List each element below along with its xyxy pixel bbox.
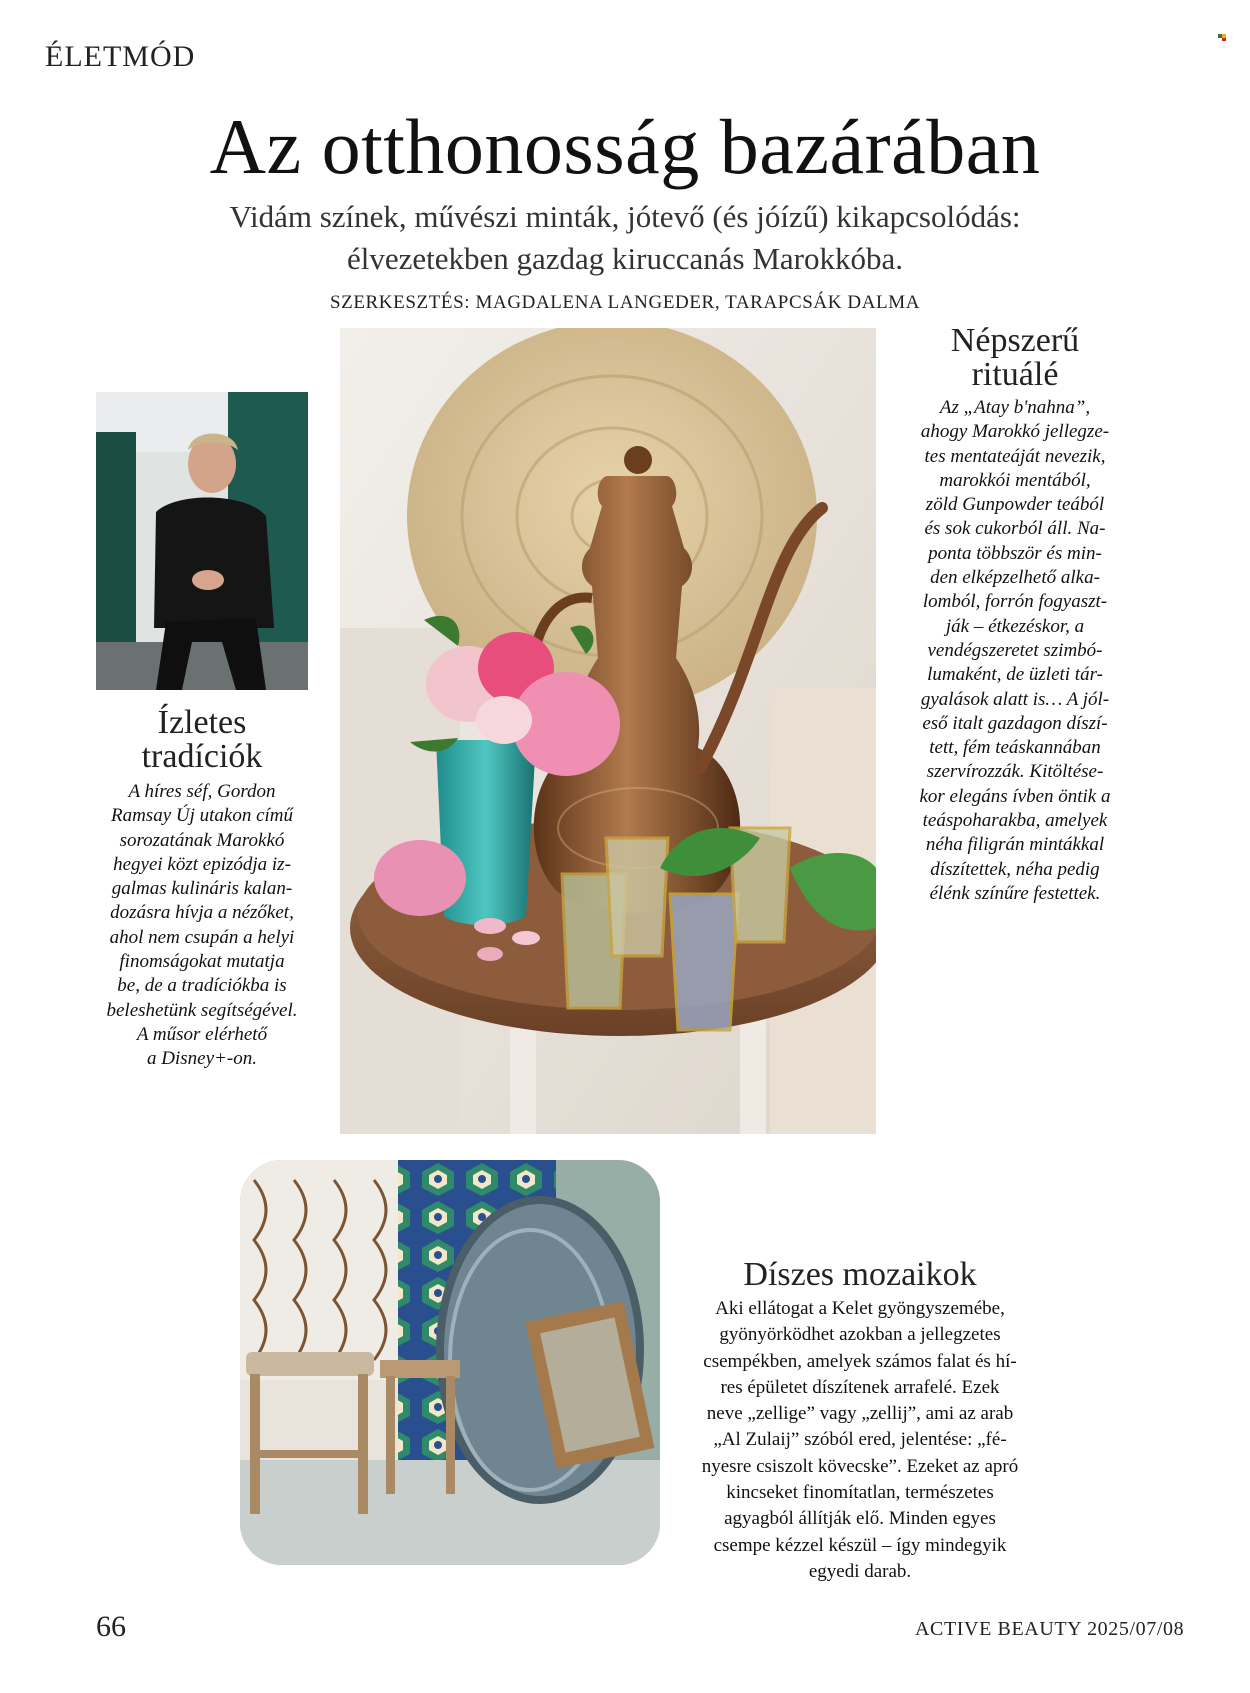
text-line: agyagból állítják elő. Minden egyes [724, 1508, 996, 1530]
text-line: Az „Atay b'nahna”, [939, 397, 1091, 418]
text-line: kor elegáns ívben öntik a [919, 785, 1111, 807]
text-line: élénk színűre festettek. [929, 882, 1101, 904]
text-line: gyalások alatt is… A jól- [920, 688, 1110, 710]
text-line: a Disney+-on. [147, 1048, 257, 1070]
body-text-left [90, 780, 314, 1072]
heading-popular-ritual [890, 324, 1140, 392]
text-line: ják – étkezéskor, a [945, 615, 1085, 637]
heading-tasty-traditions [96, 706, 308, 774]
body-text-right [878, 396, 1152, 906]
chef-portrait-photo [96, 392, 308, 690]
tea-still-life-photo [340, 328, 876, 1134]
text-line: galmas kulináris kalan- [111, 878, 293, 900]
text-line: lumaként, de üzleti tár- [927, 664, 1103, 686]
text-line: beleshetünk segítségével. [106, 999, 298, 1021]
chef-in-car-illustration [96, 392, 308, 690]
text-line: zöld Gunpowder teából [925, 494, 1105, 516]
text-line: egyedi darab. [808, 1560, 912, 1582]
text-line: néha filigrán mintákkal [925, 834, 1105, 856]
text-line: eső italt gazdagon díszí- [922, 712, 1108, 734]
text-line: tett, fém teáskannában [929, 737, 1101, 759]
heading-ornate-mosaics: Díszes mozaikok [743, 1256, 977, 1293]
text-line: lomból, forrón fogyaszt- [922, 591, 1108, 613]
mosaic-tiles-illustration [240, 1160, 660, 1565]
byline: SZERKESZTÉS: MAGDALENA LANGEDER, TARAPCSÁK DALMA [329, 292, 921, 313]
text-line: marokkói mentából, [939, 469, 1091, 491]
text-line: den elképzelhető alka- [930, 567, 1100, 589]
body-text-bottom [660, 1296, 1060, 1585]
text-line: díszítettek, néha pedig [930, 858, 1100, 880]
text-line: A híres séf, Gordon [128, 781, 276, 802]
heading-line: rituálé [971, 356, 1059, 393]
text-line: gyönyörködhet azokban a jellegzetes [719, 1324, 1001, 1346]
text-line: nyesre csiszolt kövecske”. Ezeket az apró [701, 1455, 1019, 1477]
text-line: csempékben, amelyek számos falat és hí- [703, 1350, 1017, 1372]
text-line: neve „zellige” vagy „zellij”, ami az arab [706, 1403, 1014, 1425]
text-line: be, de a tradíciókba is [117, 975, 287, 997]
text-line: hegyei közt epizódja iz- [113, 853, 291, 875]
text-line: kincseket finomítatlan, természetes [726, 1482, 994, 1504]
text-line: csempe kézzel készül – így mindegyik [713, 1534, 1007, 1556]
heading-line: Népszerű [950, 322, 1080, 359]
corner-logo-mark [1218, 32, 1228, 42]
text-line: Ramsay Új utakon című [110, 805, 294, 827]
text-line: ponta többször és min- [928, 542, 1102, 564]
text-line: és sok cukorból áll. Na- [924, 518, 1106, 540]
heading-line: Ízletes [157, 704, 247, 741]
section-label: ÉLETMÓD [45, 40, 196, 73]
text-line: finomságokat mutatja [119, 951, 285, 973]
mosaic-room-photo [240, 1160, 660, 1565]
heading-line: tradíciók [141, 738, 263, 775]
text-line: res épületet díszítenek arrafelé. Ezek [720, 1376, 1000, 1398]
text-line: ahogy Marokkó jellegze- [920, 421, 1110, 443]
text-line: „Al Zulaij” szóból ered, jelentése: „fé- [713, 1429, 1007, 1451]
footer-brand: ACTIVE BEAUTY 2025/07/08 [915, 1618, 1185, 1640]
text-line: sorozatának Marokkó [119, 829, 285, 851]
fallen-rose [374, 840, 466, 916]
text-line: A műsor elérhető [136, 1023, 268, 1045]
text-line: tes mentateáját nevezik, [924, 445, 1106, 467]
text-line: dozásra hívja a nézőket, [110, 902, 294, 924]
text-line: Aki ellátogat a Kelet gyöngyszemébe, [715, 1298, 1005, 1319]
page-number: 66 [96, 1610, 126, 1643]
text-line: szervírozzák. Kitöltése- [926, 761, 1104, 783]
tea-still-life-illustration [340, 328, 876, 1134]
text-line: teáspoharakba, amelyek [922, 810, 1108, 832]
text-line: ahol nem csupán a helyi [109, 926, 295, 948]
deck-line-2: élvezetekben gazdag kiruccanás Marokkóba. [346, 241, 903, 276]
text-line: vendégszeretet szimbó- [927, 639, 1103, 661]
headline: Az otthonosság bazárában [209, 103, 1041, 190]
deck-line-1: Vidám színek, művészi minták, jótevő (és jóízű) kikapcsolódás: [229, 199, 1021, 234]
